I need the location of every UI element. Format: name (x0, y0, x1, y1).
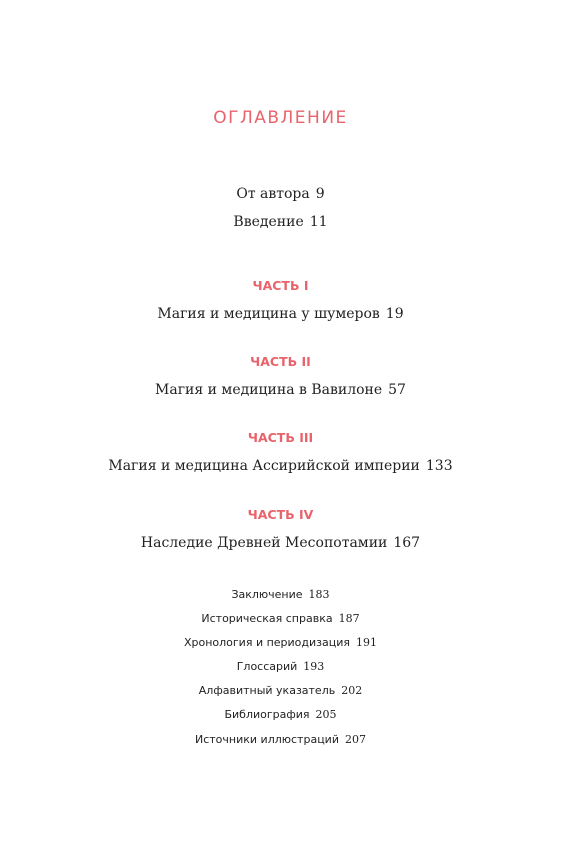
toc-entry-page: 205 (315, 708, 337, 721)
toc-entry-page: 183 (308, 588, 330, 601)
toc-entry-label: Наследие Древней Месопотамии (140, 535, 388, 551)
toc-back-entry-bibliography (0, 708, 561, 721)
toc-entry-label: Историческая справка (201, 612, 333, 625)
toc-entry-label: Магия и медицина у шумеров (157, 306, 380, 322)
toc-part-4-entry (0, 535, 561, 551)
toc-entry-label: Введение (233, 214, 304, 230)
toc-part-3-heading: ЧАСТЬ III (247, 430, 314, 445)
toc-entry-label: От автора (236, 186, 310, 202)
toc-entry-page: 9 (315, 186, 325, 202)
toc-part-4-heading: ЧАСТЬ IV (247, 507, 314, 522)
toc-entry-introduction (0, 214, 561, 230)
toc-back-entry-glossary (0, 660, 561, 673)
toc-entry-page: 133 (425, 458, 453, 474)
toc-entry-label: Хронология и периодизация (183, 636, 351, 649)
toc-entry-page: 11 (309, 214, 328, 230)
toc-entry-page: 207 (344, 733, 366, 746)
toc-title: ОГЛАВЛЕНИЕ (213, 108, 348, 128)
toc-entry-label: Библиография (224, 708, 310, 721)
toc-entry-author (0, 186, 561, 202)
toc-back-entry-chronology (0, 636, 561, 649)
toc-entry-page: 167 (393, 535, 421, 551)
toc-back-entry-illustration-sources (0, 733, 561, 746)
toc-back-entry-historical-note (0, 612, 561, 625)
toc-entry-page: 193 (303, 660, 325, 673)
toc-entry-label: Магия и медицина Ассирийской империи (108, 458, 420, 474)
toc-entry-page: 187 (338, 612, 360, 625)
toc-entry-label: Магия и медицина в Вавилоне (155, 382, 383, 398)
toc-back-entry-index (0, 684, 561, 697)
toc-part-2-entry (0, 382, 561, 398)
toc-entry-label: Источники иллюстраций (195, 733, 339, 746)
toc-part-2-heading: ЧАСТЬ II (250, 354, 311, 369)
toc-entry-page: 202 (341, 684, 363, 697)
toc-part-1-heading: ЧАСТЬ I (252, 278, 309, 293)
toc-entry-label: Алфавитный указатель (198, 684, 336, 697)
toc-back-entry-conclusion (0, 588, 561, 601)
toc-part-3-entry (0, 458, 561, 474)
toc-part-1-entry (0, 306, 561, 322)
toc-entry-label: Заключение (231, 588, 303, 601)
toc-entry-page: 57 (388, 382, 406, 398)
toc-entry-label: Глоссарий (236, 660, 298, 673)
toc-entry-page: 191 (356, 636, 378, 649)
toc-entry-page: 19 (385, 306, 404, 322)
